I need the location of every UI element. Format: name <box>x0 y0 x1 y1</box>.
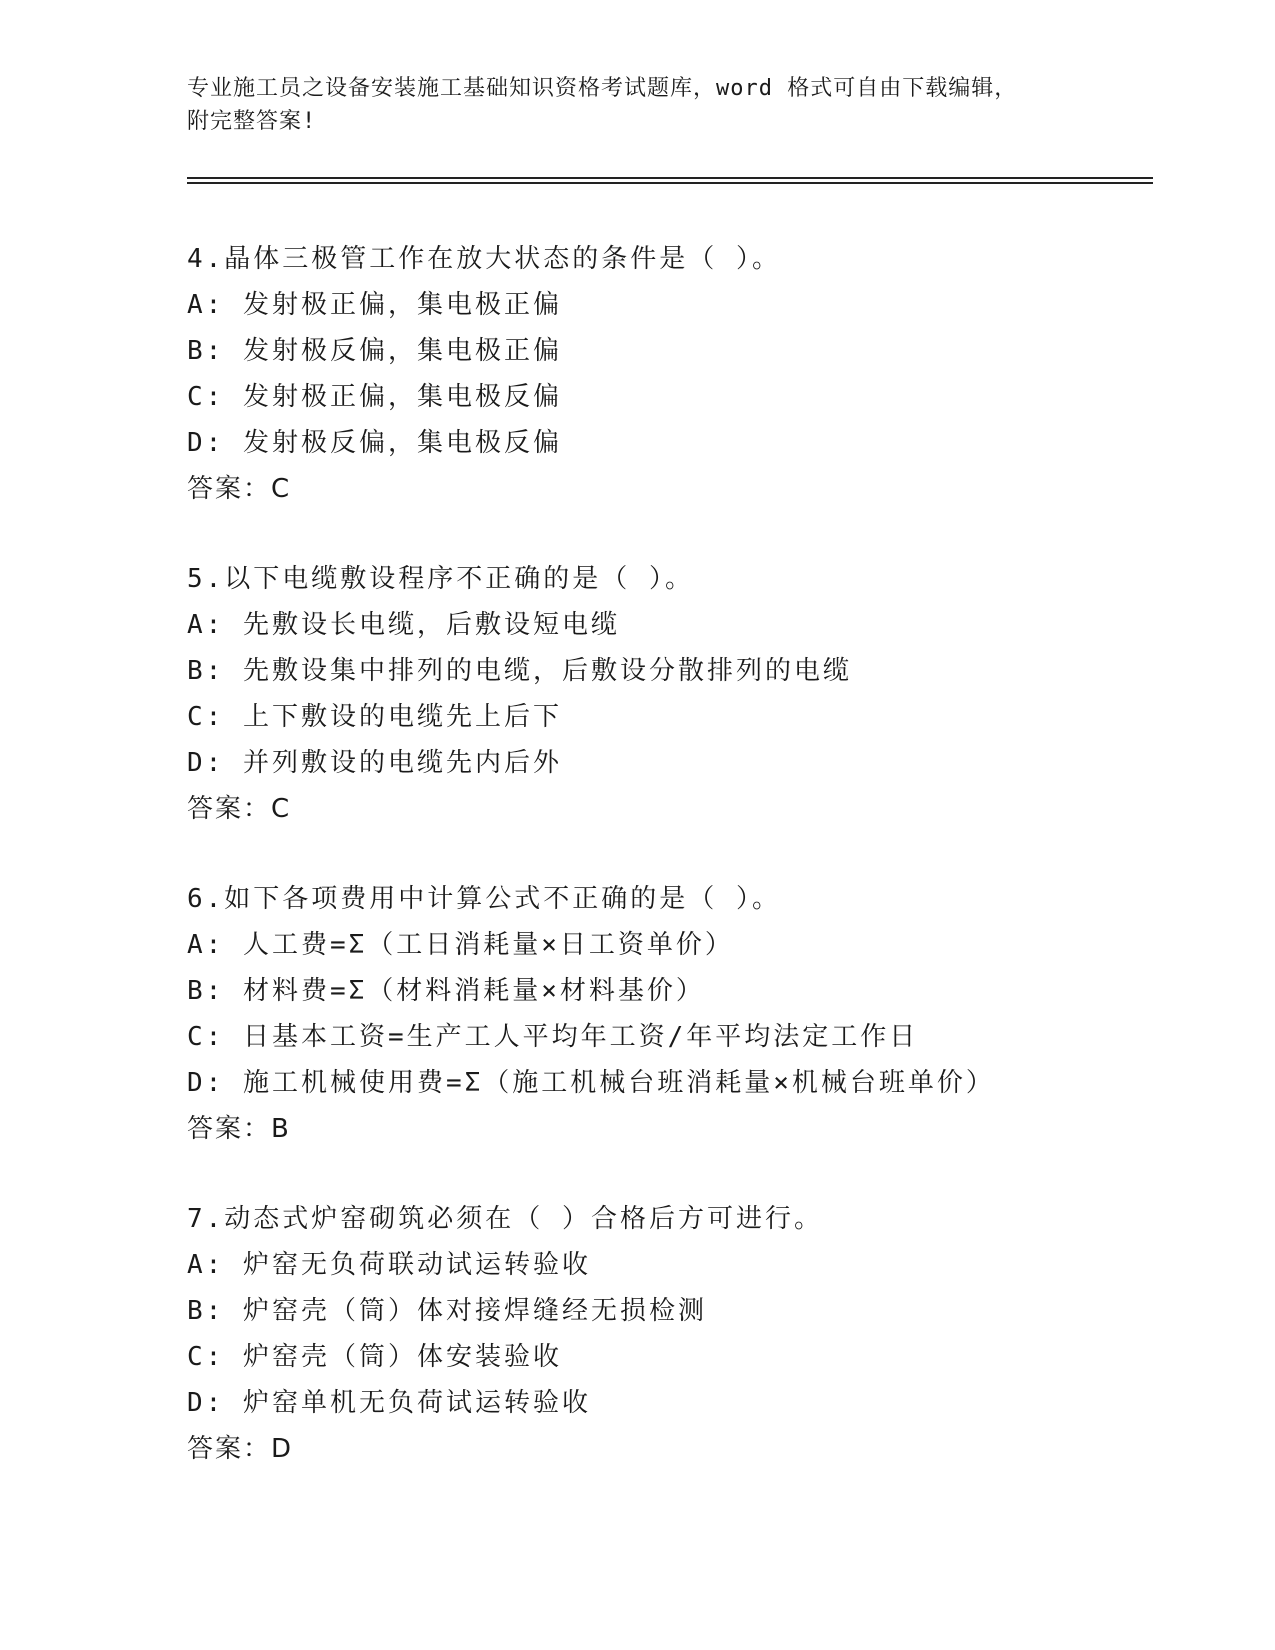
option-d: D: 施工机械使用费=Σ（施工机械台班消耗量×机械台班单价） <box>187 1068 995 1098</box>
question-6 <box>187 876 1187 1152</box>
question-stem: 5.以下电缆敷设程序不正确的是（ ）。 <box>187 564 694 594</box>
document-header <box>187 72 1087 138</box>
question-stem: 6.如下各项费用中计算公式不正确的是（ ）。 <box>187 884 781 914</box>
question-stem: 4.晶体三极管工作在放大状态的条件是（ ）。 <box>187 244 781 274</box>
header-divider-bottom <box>187 182 1153 184</box>
option-a: A: 先敷设长电缆，后敷设短电缆 <box>187 610 620 640</box>
option-a: A: 发射极正偏，集电极正偏 <box>187 290 562 320</box>
answer: 答案：D <box>187 1434 294 1464</box>
header-divider-top <box>187 177 1153 179</box>
option-c: C: 上下敷设的电缆先上后下 <box>187 702 562 732</box>
option-b: B: 先敷设集中排列的电缆，后敷设分散排列的电缆 <box>187 656 852 686</box>
option-d: D: 炉窑单机无负荷试运转验收 <box>187 1388 591 1418</box>
question-stem: 7.动态式炉窑砌筑必须在（ ）合格后方可进行。 <box>187 1204 823 1234</box>
option-c: C: 日基本工资=生产工人平均年工资/年平均法定工作日 <box>187 1022 919 1052</box>
option-b: B: 材料费=Σ（材料消耗量×材料基价） <box>187 976 705 1006</box>
option-a: A: 人工费=Σ（工日消耗量×日工资单价） <box>187 930 734 960</box>
header-line-2: 附完整答案! <box>187 109 317 134</box>
answer: 答案：C <box>187 794 292 824</box>
option-a: A: 炉窑无负荷联动试运转验收 <box>187 1250 591 1280</box>
option-b: B: 炉窑壳（筒）体对接焊缝经无损检测 <box>187 1296 707 1326</box>
question-5 <box>187 556 1187 832</box>
question-7 <box>187 1196 1187 1472</box>
option-c: C: 发射极正偏，集电极反偏 <box>187 382 562 412</box>
option-b: B: 发射极反偏，集电极正偏 <box>187 336 562 366</box>
question-4 <box>187 236 1187 512</box>
option-d: D: 发射极反偏，集电极反偏 <box>187 428 562 458</box>
answer: 答案：B <box>187 1114 291 1144</box>
option-d: D: 并列敷设的电缆先内后外 <box>187 748 562 778</box>
header-line-1: 专业施工员之设备安装施工基础知识资格考试题库，word 格式可自由下载编辑， <box>187 76 1018 101</box>
option-c: C: 炉窑壳（筒）体安装验收 <box>187 1342 562 1372</box>
answer: 答案：C <box>187 474 292 504</box>
